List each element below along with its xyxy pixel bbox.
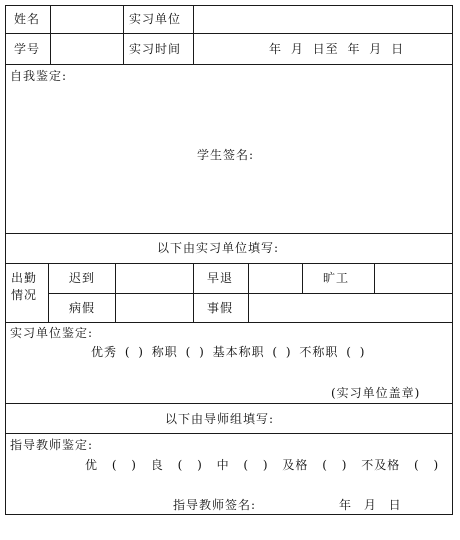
internship-unit-label: 实习单位 <box>129 12 182 26</box>
name-label: 姓名 <box>14 12 41 26</box>
unit-evaluation-options: 优秀 ( ) 称职 ( ) 基本称职 ( ) 不称职 ( ) <box>91 345 366 359</box>
personal-leave-label: 事假 <box>207 301 234 315</box>
attendance-bottom-line <box>5 322 453 323</box>
attendance-divider-5 <box>302 263 303 293</box>
internship-unit-field[interactable] <box>194 6 452 33</box>
personal-leave-field[interactable] <box>249 294 452 322</box>
early-leave-label: 早退 <box>207 271 234 285</box>
absent-label: 旷工 <box>323 271 350 285</box>
attendance-divider-3 <box>193 263 194 323</box>
attendance-divider-1 <box>48 263 49 323</box>
unit-fill-header: 以下由实习单位填写: <box>157 241 280 255</box>
mentor-signature-label: 指导教师签名: <box>173 498 257 512</box>
student-id-label: 学号 <box>14 42 41 56</box>
unit-eval-bottom-line <box>5 403 453 404</box>
attendance-title-line2: 情况 <box>11 288 38 302</box>
sick-leave-label: 病假 <box>69 301 96 315</box>
early-leave-field[interactable] <box>249 264 302 293</box>
self-eval-bottom-line <box>5 233 453 234</box>
mentor-evaluation-options: 优 ( ) 良 ( ) 中 ( ) 及格 ( ) 不及格 ( ) <box>85 458 440 472</box>
mentor-evaluation-title: 指导教师鉴定: <box>10 438 94 452</box>
self-evaluation-title: 自我鉴定: <box>10 69 68 83</box>
row12-divider-b <box>123 5 124 65</box>
late-field[interactable] <box>116 264 193 293</box>
sick-leave-field[interactable] <box>116 294 193 322</box>
late-label: 迟到 <box>69 271 96 285</box>
border-bottom <box>5 514 453 515</box>
attendance-title-line1: 出勤 <box>11 271 38 285</box>
student-id-field[interactable] <box>51 34 123 64</box>
unit-seal-note: (实习单位盖章) <box>331 386 421 400</box>
mentor-fill-header: 以下由导师组填写: <box>165 412 275 426</box>
row2-bottom-line <box>5 64 453 65</box>
unit-evaluation-title: 实习单位鉴定: <box>10 326 94 340</box>
mentor-signature-date: 年 月 日 <box>339 498 402 512</box>
absent-field[interactable] <box>375 264 452 293</box>
student-signature-label: 学生签名: <box>197 148 255 162</box>
mentor-header-bottom-line <box>5 433 453 434</box>
internship-evaluation-form <box>5 5 453 515</box>
internship-time-label: 实习时间 <box>129 42 182 56</box>
name-field[interactable] <box>51 6 123 33</box>
internship-time-value: 年 月 日至 年 月 日 <box>269 42 405 56</box>
border-left <box>5 5 6 515</box>
border-right <box>452 5 453 515</box>
